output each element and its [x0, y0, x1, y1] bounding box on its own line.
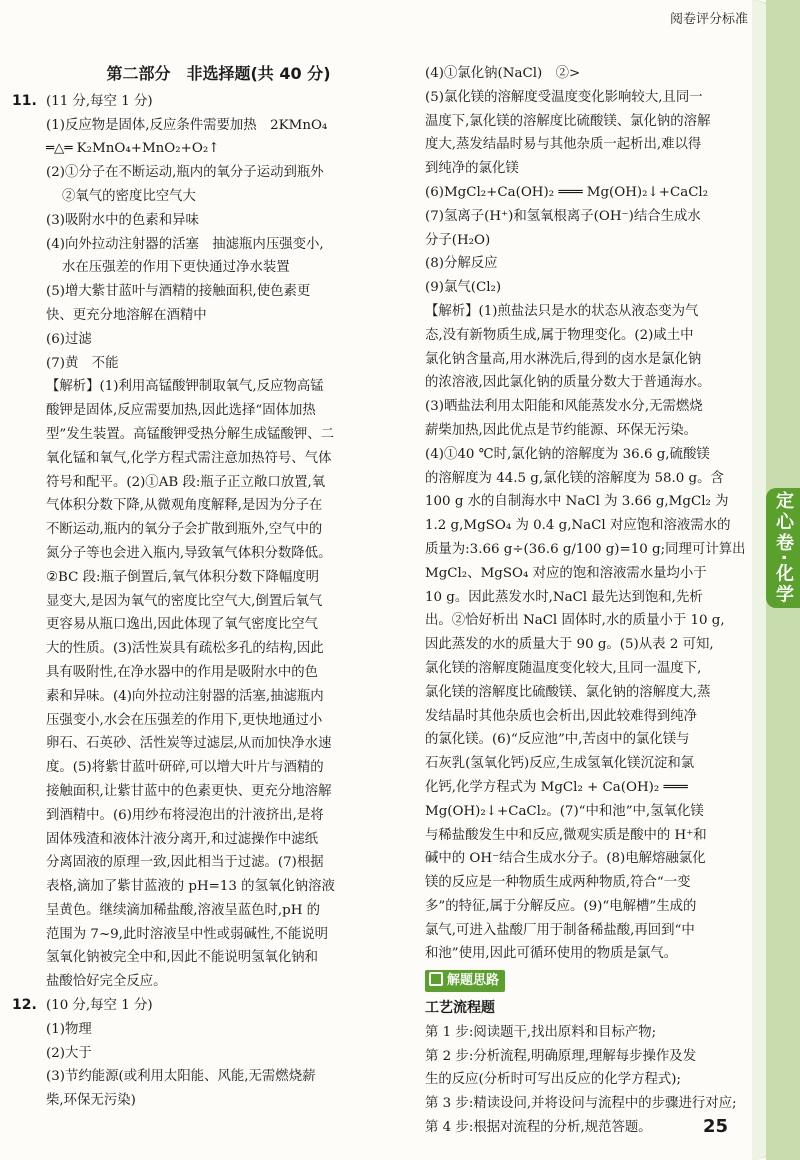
section-title: 第二部分 非选择题(共 40 分) [106, 64, 331, 83]
answer-line: (6)MgCl₂+Ca(OH)₂ ═══ Mg(OH)₂↓+CaCl₂ [425, 184, 709, 200]
answer-line: 因此蒸发的水的质量大于 90 g。(5)从表 2 可知, [425, 637, 714, 653]
answer-line: 氮分子等也会进入瓶内,导致氧气体积分数降低。 [46, 545, 332, 561]
answer-line: (2)大于 [46, 1045, 92, 1061]
page-number: 25 [702, 1116, 728, 1137]
answer-line: (4)①氯化钠(NaCl) ②> [425, 66, 581, 81]
question-12-score: (10 分,每空 1 分) [46, 998, 153, 1014]
answer-line: 薪柴加热,因此优点是节约能源、环保无污染。 [425, 422, 698, 438]
answer-line: MgCl₂、MgSO₄ 对应的饱和溶液需水量均小于 [425, 565, 707, 581]
answer-line: 石灰乳(氢氧化钙)反应,生成氢氧化镁沉淀和氯 [425, 756, 695, 772]
answer-line: 更容易从瓶口逸出,因此体现了氧气密度比空气 [46, 617, 319, 633]
answer-line: 1.2 g,MgSO₄ 为 0.4 g,NaCl 对应饱和溶液需水的 [425, 518, 731, 534]
question-12-number: 12. [12, 997, 37, 1014]
header-tag: 阅卷评分标准 [669, 12, 748, 27]
answer-line: 氯化镁的溶解度随温度变化较大,且同一温度下, [425, 660, 702, 676]
answer-line: 接触面积,让紫甘蓝中的色素更快、更充分地溶解 [46, 783, 332, 799]
answer-line: (3)节约能源(或利用太阳能、风能,无需燃烧薪 [46, 1069, 316, 1085]
answer-line: 态,没有新物质生成,属于物理变化。(2)咸土中 [425, 327, 694, 343]
answer-line: (7)氢离子(H⁺)和氢氧根离子(OH⁻)结合生成水 [425, 208, 701, 224]
answer-line: 的浓溶液,因此氯化钠的质量分数大于普通海水。 [425, 375, 711, 391]
answer-line: 的氯化镁。(6)“反应池”中,苦卤中的氯化镁与 [425, 732, 690, 748]
answer-line: 素和异味。(4)向外拉动注射器的活塞,抽滤瓶内 [46, 688, 324, 704]
answer-line: 压强变小,水会在压强差的作用下,更快地通过小 [46, 712, 323, 728]
answer-line: 不断运动,瓶内的氧分子会扩散到瓶外,空气中的 [46, 522, 323, 538]
answer-line: 大的性质。(3)活性炭具有疏松多孔的结构,因此 [46, 641, 324, 657]
answer-line: 范围为 7~9,此时溶液呈中性或弱碱性,不能说明 [46, 926, 329, 942]
answer-line: 符号和配平。(2)①AB 段:瓶子正立敞口放置,氧 [46, 474, 326, 490]
question-11-header [12, 90, 391, 114]
answer-line: 快、更充分地溶解在酒精中 [46, 307, 207, 323]
answer-line: 分离固液的原理一致,因此相当于过滤。(7)根据 [46, 855, 324, 871]
answer-line: 度大,蒸发结晶时易与其他杂质一起析出,难以得 [425, 137, 702, 153]
answer-line: 呈黄色。继续滴加稀盐酸,溶液呈蓝色时,pH 的 [46, 902, 321, 918]
answer-line: (5)增大紫甘蓝叶与酒精的接触面积,使色素更 [46, 284, 311, 300]
question-11-score: (11 分,每空 1 分) [46, 93, 153, 109]
answer-line: 水在压强差的作用下更快通过净水装置 [62, 260, 290, 276]
answer-line: 发结晶时其他杂质也会析出,因此较难得到纯净 [425, 708, 698, 724]
answer-line: (8)分解反应 [425, 256, 498, 272]
answer-line: (7)黄 不能 [46, 355, 119, 371]
question-12-header [12, 994, 391, 1018]
answer-line: 氯化镁的溶解度比硫酸镁、氯化钠的溶解度大,蒸 [425, 684, 711, 700]
answer-line: (5)氯化镁的溶解度受温度变化影响较大,且同一 [425, 89, 703, 105]
answer-line: 氯化钠含量高,用水淋洗后,得到的卤水是氯化钠 [425, 351, 702, 367]
step-line: 第 4 步:根据对流程的分析,规范答题。 [425, 1120, 652, 1136]
answer-line: ②BC 段:瓶子倒置后,氧气体积分数下降幅度明 [46, 569, 320, 585]
answer-line: 盐酸恰好完全反应。 [46, 974, 167, 990]
answer-line: 100 g 水的自制海水中 NaCl 为 3.66 g,MgCl₂ 为 [425, 494, 729, 510]
solution-tip-badge [425, 970, 505, 992]
answer-line: 碱中的 OH⁻结合生成水分子。(8)电解熔融氯化 [425, 851, 706, 867]
answer-line: (1)物理 [46, 1021, 92, 1037]
answer-line: 质量为:3.66 g÷(36.6 g/100 g)=10 g;同理可计算出 [425, 541, 746, 557]
answer-line: 氢氧化钠被完全中和,因此不能说明氢氧化钠和 [46, 950, 319, 966]
solution-tip-label: 解题思路 [447, 973, 500, 989]
answer-line: (3)吸附水中的色素和异味 [46, 212, 199, 228]
step-line: 第 3 步:精读设问,并将设问与流程中的步骤进行对应; [425, 1096, 737, 1112]
answer-line: (3)晒盐法利用太阳能和风能蒸发水分,无需燃烧 [425, 399, 703, 415]
answer-line: Mg(OH)₂↓+CaCl₂。(7)“中和池”中,氢氧化镁 [425, 803, 704, 819]
answer-line: 的溶解度为 44.5 g,氯化镁的溶解度为 58.0 g。含 [425, 470, 724, 486]
answer-line: (9)氯气(Cl₂) [425, 280, 502, 296]
answer-line: 10 g。因此蒸发水时,NaCl 最先达到饱和,先析 [425, 589, 703, 605]
right-column [425, 62, 770, 1140]
answer-line: 型”发生装置。高锰酸钾受热分解生成锰酸钾、二 [46, 426, 335, 442]
notebook-icon [429, 972, 443, 986]
answer-line: 具有吸附性,在净水器中的作用是吸附水中的色 [46, 664, 319, 680]
question-11-number: 11. [12, 92, 37, 109]
left-column [12, 62, 391, 1113]
answer-line: (2)①分子在不断运动,瓶内的氧分子运动到瓶外 [46, 165, 324, 181]
answer-line: 【解析】(1)煎盐法只是水的状态从液态变为气 [425, 303, 699, 319]
answer-line: 分子(H₂O) [425, 232, 491, 248]
answer-line: 和池”使用,因此可循环使用的物质是氯气。 [425, 946, 678, 962]
answer-line: 到酒精中。(6)用纱布将浸泡出的汁液挤出,是将 [46, 807, 324, 823]
answer-line: 多”的特征,属于分解反应。(9)“电解槽”生成的 [425, 898, 697, 914]
step-line: 生的反应(分析时可写出反应的化学方程式); [425, 1072, 681, 1088]
answer-line: 酸钾是固体,反应需要加热,因此选择“固体加热 [46, 403, 316, 419]
answer-line: 温度下,氯化镁的溶解度比硫酸镁、氯化钠的溶解 [425, 113, 711, 129]
answer-line: 表格,滴加了紫甘蓝液的 pH=13 的氢氧化钠溶液 [46, 879, 335, 895]
answer-line: 度。(5)将紫甘蓝叶研碎,可以增大叶片与酒精的 [46, 760, 324, 776]
answer-line: 氯气,可进入盐酸厂用于制备稀盐酸,再回到“中 [425, 922, 695, 938]
answer-line: 柴,环保无污染) [46, 1093, 136, 1109]
answer-line: 氧化锰和氧气,化学方程式需注意加热符号、气体 [46, 450, 332, 466]
answer-line: 显变大,是因为氧气的密度比空气大,倒置后氧气 [46, 593, 323, 609]
answer-line: ②氧气的密度比空气大 [62, 188, 196, 204]
answer-line: 到纯净的氯化镁 [425, 161, 519, 177]
step-line: 第 1 步:阅读题干,找出原料和目标产物; [425, 1024, 657, 1040]
step-line: 第 2 步:分析流程,明确原理,理解每步操作及发 [425, 1048, 697, 1064]
answer-line: (4)①40 ℃时,氯化钠的溶解度为 36.6 g,硫酸镁 [425, 446, 710, 462]
answer-line: 气体积分数下降,从微观角度解释,是因为分子在 [46, 498, 323, 514]
answer-line: 【解析】(1)利用高锰酸钾制取氧气,反应物高锰 [46, 379, 324, 395]
answer-line: 与稀盐酸发生中和反应,微观实质是酸中的 H⁺和 [425, 827, 707, 843]
answer-line: 出。②恰好析出 NaCl 固体时,水的质量小于 10 g, [425, 613, 725, 629]
subject-side-tab-label: 定心卷·化学 [773, 490, 794, 606]
answer-line: 化钙,化学方程式为 MgCl₂ + Ca(OH)₂ ═══ [425, 779, 688, 795]
answer-line: ═△═ K₂MnO₄+MnO₂+O₂↑ [46, 141, 220, 157]
answer-line: 镁的反应是一种物质生成两种物质,符合“一变 [425, 875, 691, 891]
subject-side-tab [766, 488, 800, 608]
answer-line: 固体残渣和液体汁液分离开,和过滤操作中滤纸 [46, 831, 319, 847]
answer-line: (1)反应物是固体,反应条件需要加热 2KMnO₄ [46, 117, 328, 133]
answer-line: 卵石、石英砂、活性炭等过滤层,从而加快净水速 [46, 736, 332, 752]
process-question-heading: 工艺流程题 [425, 1000, 495, 1017]
answer-line: (6)过滤 [46, 331, 92, 347]
answer-line: (4)向外拉动注射器的活塞 抽滤瓶内压强变小, [46, 236, 324, 252]
